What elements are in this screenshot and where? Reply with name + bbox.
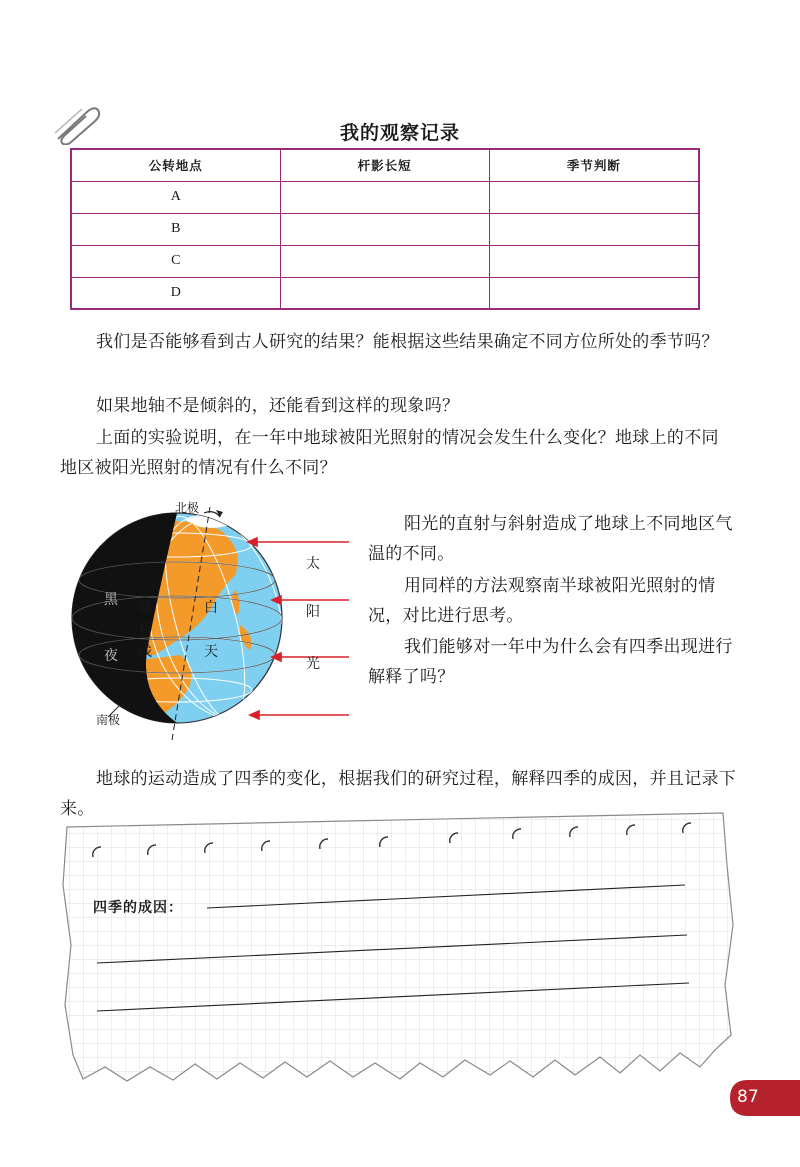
south-pole-label: 南极	[96, 713, 121, 727]
shadow-cell[interactable]	[280, 277, 489, 309]
table-row	[71, 245, 699, 277]
sunlight-label: 阳	[306, 604, 320, 620]
table-row	[71, 277, 699, 309]
explanation-paragraph: 我们能够对一年中为什么会有四季出现进行解释了吗？	[368, 637, 733, 687]
location-cell: C	[71, 245, 280, 277]
season-cell[interactable]	[489, 213, 699, 245]
season-cell[interactable]	[489, 277, 699, 309]
explanation-paragraph: 用同样的方法观察南半球被阳光照射的情况，对比进行思考。	[368, 576, 716, 626]
question-paragraph: 如果地轴不是倾斜的，还能看到这样的现象吗？	[96, 396, 460, 416]
sunlight-label: 光	[306, 656, 320, 672]
column-header: 季节判断	[489, 149, 699, 181]
note-label: 四季的成因：	[93, 900, 183, 916]
column-header: 杆影长短	[280, 149, 489, 181]
location-cell: B	[71, 213, 280, 245]
table-title: 我的观察记录	[339, 122, 460, 144]
location-cell: D	[71, 277, 280, 309]
sunlight-label: 太	[306, 556, 320, 572]
note-paper	[55, 805, 745, 1085]
table-header-row	[71, 149, 699, 181]
season-cell[interactable]	[489, 245, 699, 277]
shadow-cell[interactable]	[280, 213, 489, 245]
page-number: 87	[737, 1087, 759, 1107]
observation-table	[70, 148, 700, 310]
table-row	[71, 181, 699, 213]
question-paragraph: 我们是否能够看到古人研究的结果？能根据这些结果确定不同方位所处的季节吗？	[96, 332, 719, 352]
question-paragraph: 上面的实验说明，在一年中地球被阳光照射的情况会发生什么变化？地球上的不同地区被阳光照射的情况有什么不同？	[60, 428, 719, 478]
location-cell: A	[71, 181, 280, 213]
day-label: 天	[204, 644, 218, 660]
shadow-cell[interactable]	[280, 245, 489, 277]
terminator-label: 昏	[138, 622, 152, 638]
terminator-label: 线	[138, 644, 152, 660]
season-cell[interactable]	[489, 181, 699, 213]
day-label: 白	[204, 600, 218, 616]
instruction-paragraph: 地球的运动造成了四季的变化，根据我们的研究过程，解释四季的成因，并且记录下来。	[60, 769, 737, 819]
earth-illumination-figure	[60, 495, 360, 745]
column-header: 公转地点	[71, 149, 280, 181]
night-label: 黑	[104, 592, 118, 608]
north-pole-label: 北极	[175, 501, 200, 515]
explanation-paragraph: 阳光的直射与斜射造成了地球上不同地区气温的不同。	[368, 514, 733, 564]
night-label: 夜	[104, 648, 118, 664]
table-row	[71, 213, 699, 245]
shadow-cell[interactable]	[280, 181, 489, 213]
terminator-label: 晨	[138, 600, 152, 616]
